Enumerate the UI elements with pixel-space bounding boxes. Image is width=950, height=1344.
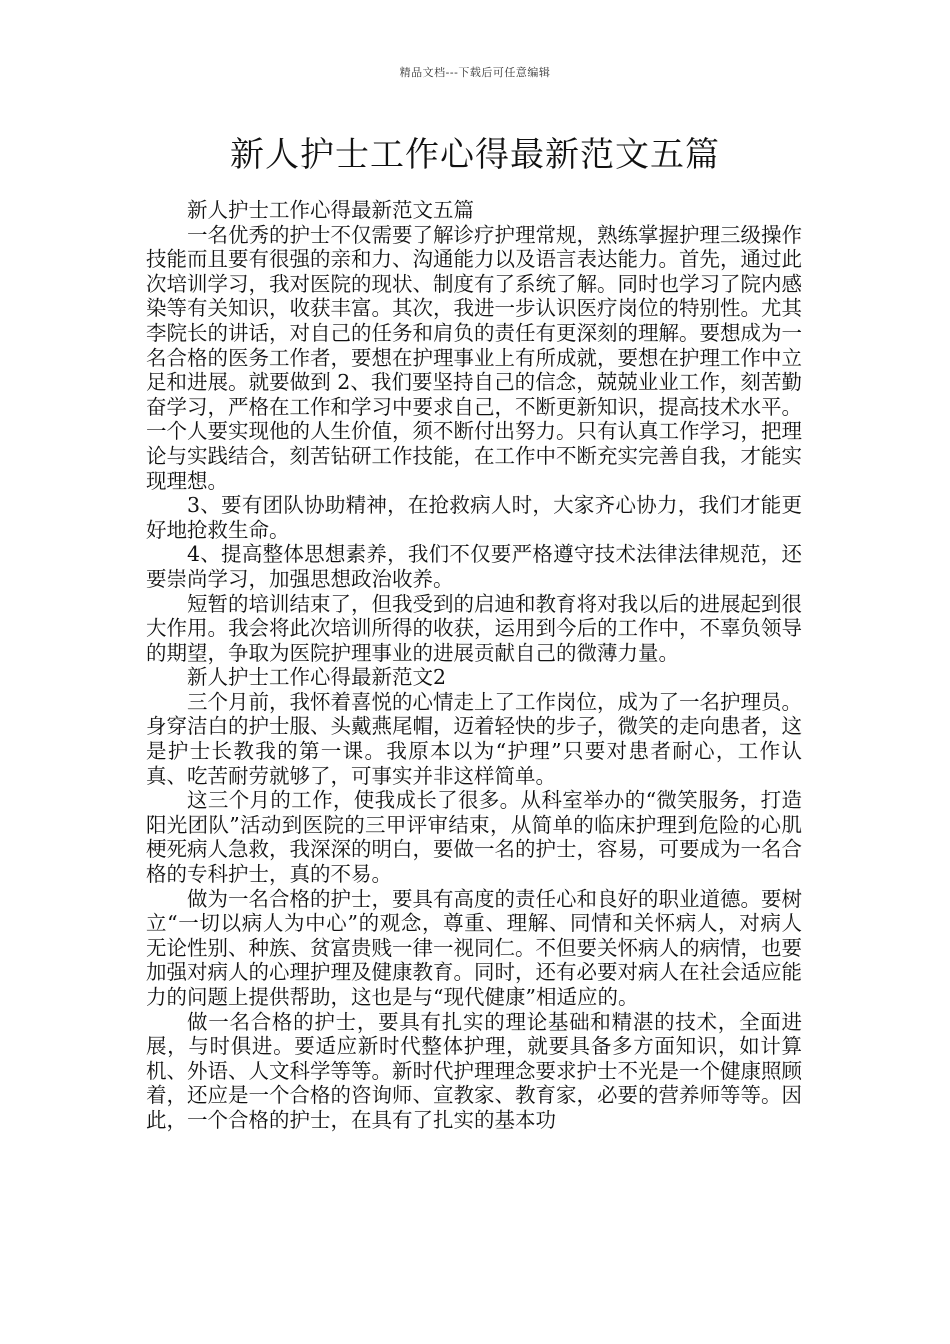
paragraph: 这三个月的工作，使我成长了很多。从科室举办的“微笑服务，打造阳光团队”活动到医院的三甲评审结束，从简单的临床护理到危险的心肌梗死病人急救，我深深的明白，要做一名的护士，容易，可要成为一名合格的专科护士，真的不易。 [146,788,802,887]
paragraph-section-heading: 新人护士工作心得最新范文2 [187,665,447,690]
header-note: 精品文档---下载后可任意编辑 [399,66,551,79]
document-body [146,198,802,1133]
paragraph: 一名优秀的护士不仅需要了解诊疗护理常规，熟练掌握护理三级操作技能而且要有很强的亲和力、沟通能力以及语言表达能力。首先，通过此次培训学习，我对医院的现状、制度有了系统了解。同时也学习了院内感染等有关知识，收获丰富。其次，我进一步认识医疗岗位的特别性。尤其李院长的讲话，对自己的任务和肩负的责任有更深刻的理解。要想成为一名合格的医务工作者，要想在护理事业上有所成就，要想在护理工作中立足和进展。就要做到 2、我们要坚持自己的信念，兢兢业业工作，刻苦勤奋学习，严格在工作和学习中要求自己，不断更新知识，提高技术水平。一个人要实现他的人生价值，须不断付出努力。只有认真工作学习，把理论与实践结合，刻苦钻研工作技能，在工作中不断充实完善自我，才能实现理想。 [146,222,802,493]
paragraph: 4、提高整体思想素养，我们不仅要严格遵守技术法律法律规范，还要崇尚学习，加强思想政治收养。 [146,542,802,591]
paragraph: 3、要有团队协助精神，在抢救病人时，大家齐心协力，我们才能更好地抢救生命。 [146,493,802,542]
paragraph-subtitle: 新人护士工作心得最新范文五篇 [187,198,474,222]
paragraph: 做为一名合格的护士，要具有高度的责任心和良好的职业道德。要树立“一切以病人为中心”的观念，尊重、理解、同情和关怀病人，对病人无论性别、种族、贫富贵贱一律一视同仁。不但要关怀病人的病情，也要加强对病人的心理护理及健康教育。同时，还有必要对病人在社会适应能力的问题上提供帮助，这也是与“现代健康”相适应的。 [146,886,802,1009]
paragraph: 短暂的培训结束了，但我受到的启迪和教育将对我以后的进展起到很大作用。我会将此次培训所得的收获，运用到今后的工作中，不辜负领导的期望，争取为医院护理事业的进展贡献自己的微薄力量。 [146,591,802,665]
document-title: 新人护士工作心得最新范文五篇 [230,135,720,175]
paragraph: 三个月前，我怀着喜悦的心情走上了工作岗位，成为了一名护理员。身穿洁白的护士服、头戴燕尾帽，迈着轻快的步子，微笑的走向患者，这是护士长教我的第一课。我原本以为“护理”只要对患者耐心，工作认真、吃苦耐劳就够了，可事实并非这样简单。 [146,689,802,788]
paragraph: 做一名合格的护士，要具有扎实的理论基础和精湛的技术，全面进展，与时俱进。要适应新时代整体护理，就要具备多方面知识，如计算机、外语、人文科学等等。新时代护理理念要求护士不光是一个健康照顾着，还应是一个合格的咨询师、宣教家、教育家，必要的营养师等等。因此，一个合格的护士，在具有了扎实的基本功 [146,1009,802,1132]
